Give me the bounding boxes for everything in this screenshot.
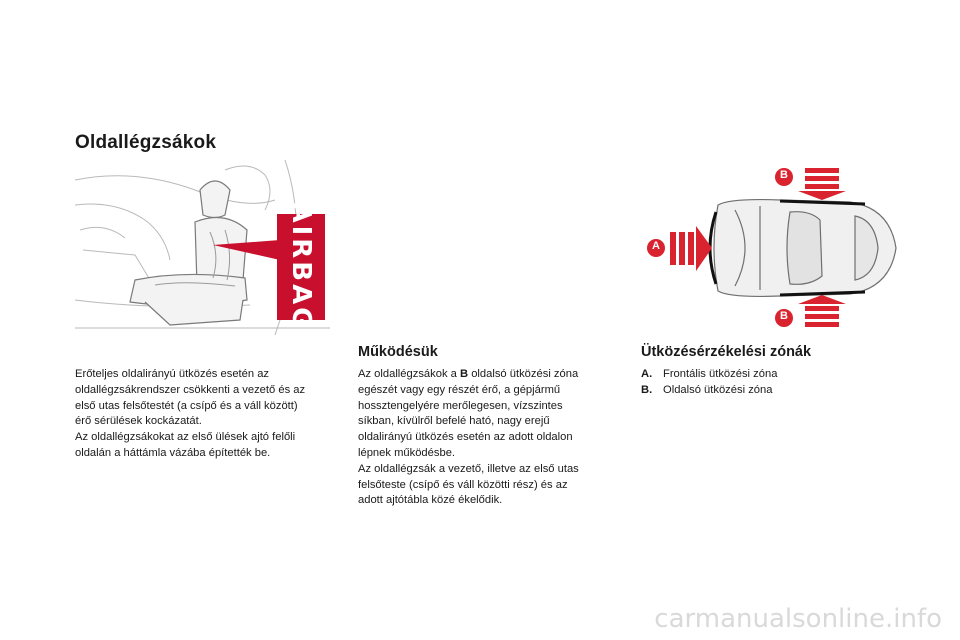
legend-item-b bbox=[641, 383, 901, 399]
legend-text: Oldalsó ütközési zóna bbox=[663, 383, 773, 396]
mukodes-line: adott ajtótábla közé ékelődik. bbox=[358, 494, 503, 507]
impact-zone-diagram bbox=[640, 160, 905, 335]
mukodes-line-1 bbox=[358, 367, 623, 383]
mukodes-line: felsőteste (csípő és váll közötti rész) és az bbox=[358, 478, 568, 491]
zone-b-ref: B bbox=[460, 368, 469, 380]
mukodes-line: síkban, kívülről befelé ható, nagy erejű bbox=[358, 415, 550, 428]
airbag-badge bbox=[277, 202, 325, 332]
diagram-label-b-bottom: B bbox=[780, 310, 788, 322]
diagram-label-b-top: B bbox=[780, 169, 788, 181]
diagram-label-a: A bbox=[652, 240, 660, 252]
mukodes-heading: Működésük bbox=[358, 344, 438, 360]
mukodes-text-part: oldalsó ütközési zóna bbox=[468, 368, 579, 380]
mukodes-line: hossztengelyére merőlegesen, vízszintes bbox=[358, 399, 563, 412]
intro-line: Az oldallégzsákokat az első ülések ajtó felőli bbox=[75, 431, 296, 444]
mukodes-line: oldalirányú ütközés esetén az adott oldalon bbox=[358, 431, 573, 444]
car-top-view bbox=[640, 160, 905, 335]
zones-legend bbox=[641, 367, 901, 399]
page-title: Oldallégzsákok bbox=[75, 132, 217, 153]
airbag-badge-label: AIRBAG bbox=[286, 202, 316, 332]
legend-key: A. bbox=[641, 368, 653, 380]
legend-item-a bbox=[641, 367, 901, 383]
legend-key: B. bbox=[641, 383, 653, 396]
mukodes-line: lépnek működésbe. bbox=[358, 446, 456, 459]
mukodes-line: egészét vagy egy részét érő, a gépjármű bbox=[358, 383, 561, 396]
mukodes-line: Az oldallégzsák a vezető, illetve az első utas bbox=[358, 462, 579, 475]
mukodes-text-part: Az oldallégzsákok a bbox=[358, 368, 460, 380]
intro-line: első utas felsőtestét (a csípő és a váll között) bbox=[75, 399, 298, 412]
mukodes-text bbox=[358, 367, 623, 509]
intro-line: Erőteljes oldalirányú ütközés esetén az bbox=[75, 368, 270, 380]
footer-watermark: carmanualsonline.info bbox=[654, 604, 942, 634]
legend-text: Frontális ütközési zóna bbox=[663, 368, 778, 380]
zones-heading: Ütközésérzékelési zónák bbox=[641, 344, 812, 360]
intro-line: érő sérülések kockázatát. bbox=[75, 415, 202, 428]
intro-line: oldallégzsákrendszer csökkenti a vezető és az bbox=[75, 383, 306, 396]
intro-line: oldalán a háttámla vázába építették be. bbox=[75, 446, 271, 459]
intro-text bbox=[75, 367, 345, 462]
